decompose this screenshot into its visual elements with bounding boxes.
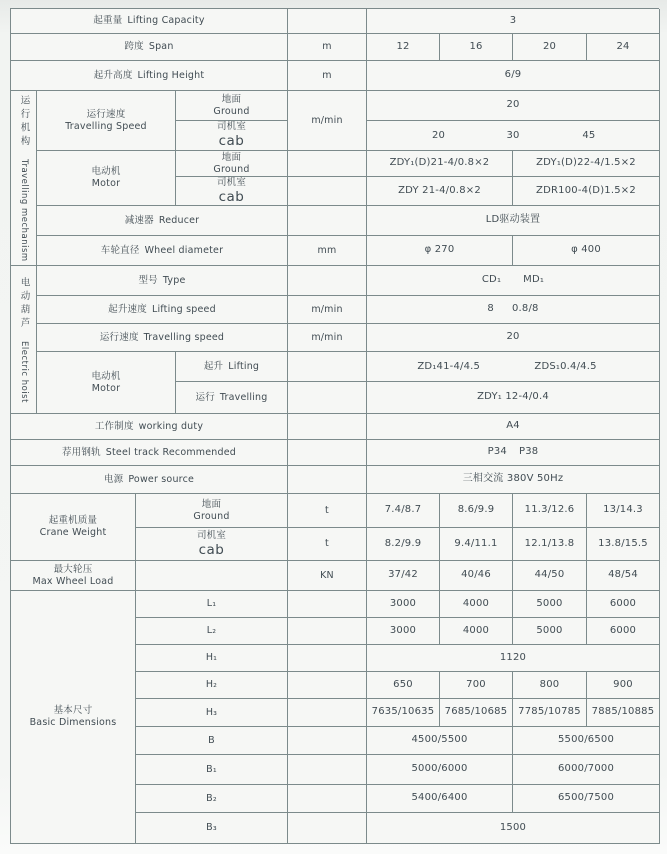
- dim-b-unit: [288, 727, 367, 755]
- dim-b3-label: B₃: [136, 813, 288, 844]
- motor-cab-label: [176, 177, 288, 206]
- hoist-motor-travelling-unit: [288, 382, 367, 414]
- dim-l2-label: L₂: [136, 618, 288, 645]
- working-duty-label: [11, 414, 288, 440]
- hoist-travelling-speed-label-cn: 运行速度: [99, 331, 139, 343]
- dim-b1-label: B₁: [136, 755, 288, 785]
- travelling-motor-label: [37, 151, 176, 206]
- dim-h2-label: H₂: [136, 672, 288, 699]
- hoist-motor-lifting-values: [367, 352, 660, 382]
- dim-b2-label: B₂: [136, 785, 288, 813]
- speed-cab-label: [176, 121, 288, 151]
- speed-cab-value-2: 30: [506, 129, 520, 141]
- travelling-motor-label-en: Motor: [91, 178, 121, 189]
- lifting-height-unit: m: [288, 61, 367, 91]
- span-value-20: 20: [513, 34, 587, 61]
- dim-h2-unit: [288, 672, 367, 699]
- hoist-lifting-speed-label-cn: 起升速度: [108, 303, 147, 315]
- speed-cab-label-cn: 司机室: [216, 121, 247, 133]
- dim-l1-1: 3000: [367, 591, 440, 618]
- dim-b1-left: 5000/6000: [367, 755, 513, 785]
- crane-weight-cab-3: 12.1/13.8: [513, 528, 587, 561]
- section-electric-hoist-en: Electric hoist: [18, 340, 29, 403]
- dim-h1-value: 1120: [367, 645, 660, 672]
- dim-l1-unit: [288, 591, 367, 618]
- hoist-type-label-cn: 型号: [138, 274, 158, 286]
- crane-weight-label-cn: 起重机质量: [48, 515, 98, 527]
- speed-cab-values: [367, 121, 660, 151]
- dim-h1-label: H₁: [136, 645, 288, 672]
- crane-weight-ground-1: 7.4/8.7: [367, 494, 440, 528]
- dim-h2-4: 900: [587, 672, 660, 699]
- hoist-motor-lifting-label-cn: 起升: [203, 360, 224, 372]
- hoist-travelling-speed-unit: m/min: [288, 324, 367, 352]
- dim-l2-unit: [288, 618, 367, 645]
- dim-l2-3: 5000: [513, 618, 587, 645]
- crane-weight-ground-4: 13/14.3: [587, 494, 660, 528]
- hoist-travelling-speed-label: [37, 324, 288, 352]
- steel-track-label-cn: 荐用钢轨: [61, 446, 101, 458]
- hoist-lifting-speed-b: 0.8/8: [511, 303, 539, 315]
- wheel-diameter-left: φ 270: [367, 236, 513, 266]
- steel-track-label-en: Steel track Recommended: [105, 446, 237, 458]
- dim-b3-unit: [288, 813, 367, 844]
- dim-l2-4: 6000: [587, 618, 660, 645]
- wheel-diameter-label: [37, 236, 288, 266]
- section-travelling-mechanism: [11, 91, 37, 266]
- hoist-motor-lifting-b: ZDS₁0.4/4.5: [534, 360, 597, 372]
- basic-dimensions-label-en: Basic Dimensions: [29, 717, 117, 728]
- speed-cab-value-3: 45: [582, 129, 596, 141]
- span-label-en: Span: [148, 41, 174, 53]
- crane-weight-cab-unit: t: [288, 528, 367, 561]
- steel-track-unit: [288, 440, 367, 466]
- capacity-label-cn: 起重量: [93, 15, 123, 27]
- power-source-label-en: Power source: [128, 473, 195, 485]
- crane-weight-ground-3: 11.3/12.6: [513, 494, 587, 528]
- dim-h2-2: 700: [440, 672, 513, 699]
- hoist-type-values: [367, 266, 660, 296]
- hoist-motor-label: [37, 352, 176, 414]
- hoist-lifting-speed-label-en: Lifting speed: [151, 303, 216, 315]
- hoist-motor-lifting-a: ZD₁41-4/4.5: [417, 360, 481, 372]
- crane-weight-cab-label-cn: 司机室: [196, 529, 227, 541]
- max-wheel-load-4: 48/54: [587, 561, 660, 591]
- basic-dimensions-label: [11, 591, 136, 844]
- reducer-label-en: Reducer: [158, 214, 200, 226]
- hoist-motor-travelling-label-en: Travelling: [219, 391, 268, 403]
- max-wheel-load-sub-empty: [136, 561, 288, 591]
- dim-l1-3: 5000: [513, 591, 587, 618]
- working-duty-unit: [288, 414, 367, 440]
- motor-ground-unit: [288, 151, 367, 177]
- dim-h2-3: 800: [513, 672, 587, 699]
- hoist-lifting-speed-unit: m/min: [288, 296, 367, 324]
- motor-ground-label-en: Ground: [213, 163, 250, 175]
- lifting-height-label-cn: 起升高度: [93, 69, 133, 81]
- dim-b2-right: 6500/7500: [513, 785, 660, 813]
- dim-h3-label: H₃: [136, 699, 288, 727]
- speed-cab-value-1: 20: [431, 129, 446, 141]
- dim-h3-3: 7785/10785: [513, 699, 587, 727]
- steel-track-label: [11, 440, 288, 466]
- spec-table: [10, 8, 659, 844]
- hoist-motor-label-en: Motor: [91, 382, 121, 394]
- travelling-speed-unit: m/min: [288, 91, 367, 151]
- steel-track-values: [367, 440, 660, 466]
- dim-b-label: B: [136, 727, 288, 755]
- dim-l2-1: 3000: [367, 618, 440, 645]
- span-label: [11, 34, 288, 61]
- motor-cab-unit: [288, 177, 367, 206]
- dim-h1-unit: [288, 645, 367, 672]
- crane-weight-cab-4: 13.8/15.5: [587, 528, 660, 561]
- working-duty-label-en: working duty: [138, 420, 204, 432]
- motor-ground-label-cn: 地面: [221, 151, 242, 163]
- lifting-height-label: [11, 61, 288, 91]
- motor-ground-label: [176, 151, 288, 177]
- dim-b1-right: 6000/7000: [513, 755, 660, 785]
- crane-weight-ground-label: [136, 494, 288, 528]
- dim-h3-4: 7885/10885: [587, 699, 660, 727]
- section-electric-hoist-cn: 电动葫芦: [18, 276, 30, 331]
- dim-h2-1: 650: [367, 672, 440, 699]
- wheel-diameter-unit: mm: [288, 236, 367, 266]
- max-wheel-load-label-en: Max Wheel Load: [32, 575, 114, 587]
- hoist-motor-travelling-label: [176, 382, 288, 414]
- dim-l1-2: 4000: [440, 591, 513, 618]
- power-source-unit: [288, 466, 367, 494]
- hoist-lifting-speed-label: [37, 296, 288, 324]
- motor-ground-value-right: ZDY₁(D)22-4/1.5×2: [513, 151, 660, 177]
- reducer-label: [37, 206, 288, 236]
- span-value-16: 16: [440, 34, 513, 61]
- reducer-value: LD驱动装置: [367, 206, 660, 236]
- section-travelling-mechanism-en: Travelling mechanism: [18, 158, 29, 262]
- max-wheel-load-1: 37/42: [367, 561, 440, 591]
- hoist-type-label-en: Type: [162, 274, 186, 286]
- crane-weight-ground-unit: t: [288, 494, 367, 528]
- section-electric-hoist: [11, 266, 37, 414]
- span-value-12: 12: [367, 34, 440, 61]
- motor-ground-value-left: ZDY₁(D)21-4/0.8×2: [367, 151, 513, 177]
- capacity-label-en: Lifting Capacity: [127, 15, 205, 27]
- hoist-motor-label-cn: 电动机: [91, 370, 121, 382]
- crane-weight-ground-label-cn: 地面: [201, 498, 222, 510]
- max-wheel-load-label-cn: 最大轮压: [53, 563, 93, 575]
- crane-weight-label: [11, 494, 136, 561]
- hoist-travelling-speed-value: 20: [367, 324, 660, 352]
- dim-h3-unit: [288, 699, 367, 727]
- travelling-speed-label: [37, 91, 176, 151]
- crane-weight-ground-label-en: Ground: [193, 510, 230, 522]
- span-label-cn: 跨度: [124, 41, 144, 53]
- crane-weight-cab-label-en: cab: [198, 541, 225, 558]
- dim-l1-label: L₁: [136, 591, 288, 618]
- capacity-value: 3: [367, 9, 660, 34]
- section-travelling-mechanism-cn: 运行机构: [18, 94, 30, 149]
- dim-h3-2: 7685/10685: [440, 699, 513, 727]
- dim-b-left: 4500/5500: [367, 727, 513, 755]
- span-value-24: 24: [587, 34, 660, 61]
- motor-cab-value-left: ZDY 21-4/0.8×2: [367, 177, 513, 206]
- hoist-type-value-b: MD₁: [523, 274, 545, 286]
- lifting-height-label-en: Lifting Height: [137, 69, 205, 81]
- steel-track-value-b: P38: [519, 446, 539, 458]
- reducer-label-cn: 减速器: [124, 214, 154, 226]
- hoist-motor-lifting-unit: [288, 352, 367, 382]
- crane-weight-cab-1: 8.2/9.9: [367, 528, 440, 561]
- travelling-motor-label-cn: 电动机: [91, 166, 121, 178]
- speed-ground-label-en: Ground: [213, 105, 250, 117]
- wheel-diameter-label-cn: 车轮直径: [100, 244, 140, 256]
- lifting-height-value: 6/9: [367, 61, 660, 91]
- dim-b2-unit: [288, 785, 367, 813]
- dim-h3-1: 7635/10635: [367, 699, 440, 727]
- power-source-value: 三相交流 380V 50Hz: [367, 466, 660, 494]
- crane-weight-label-en: Crane Weight: [39, 527, 107, 538]
- speed-ground-value: 20: [367, 91, 660, 121]
- travelling-speed-label-en: Travelling Speed: [65, 120, 147, 132]
- basic-dimensions-label-cn: 基本尺寸: [53, 705, 93, 717]
- max-wheel-load-label: [11, 561, 136, 591]
- crane-weight-cab-2: 9.4/11.1: [440, 528, 513, 561]
- power-source-label: [11, 466, 288, 494]
- speed-ground-label-cn: 地面: [221, 93, 242, 105]
- crane-weight-cab-label: [136, 528, 288, 561]
- power-source-label-cn: 电源: [103, 473, 124, 485]
- hoist-type-value-a: CD₁: [481, 274, 502, 286]
- motor-cab-label-cn: 司机室: [216, 176, 247, 188]
- hoist-type-label: [37, 266, 288, 296]
- span-unit: m: [288, 34, 367, 61]
- wheel-diameter-label-en: Wheel diameter: [144, 244, 224, 256]
- working-duty-value: A4: [367, 414, 660, 440]
- dim-b3-value: 1500: [367, 813, 660, 844]
- speed-ground-label: [176, 91, 288, 121]
- dim-b1-unit: [288, 755, 367, 785]
- capacity-label: [11, 9, 288, 34]
- travelling-speed-label-cn: 运行速度: [86, 108, 126, 120]
- max-wheel-load-3: 44/50: [513, 561, 587, 591]
- motor-cab-value-right: ZDR100-4(D)1.5×2: [513, 177, 660, 206]
- hoist-lifting-speed-values: [367, 296, 660, 324]
- motor-cab-label-en: cab: [218, 188, 245, 205]
- working-duty-label-cn: 工作制度: [94, 420, 134, 432]
- crane-weight-ground-2: 8.6/9.9: [440, 494, 513, 528]
- dim-b-right: 5500/6500: [513, 727, 660, 755]
- hoist-motor-travelling-label-cn: 运行: [195, 391, 215, 403]
- hoist-motor-lifting-label-en: Lifting: [228, 360, 260, 372]
- max-wheel-load-unit: KN: [288, 561, 367, 591]
- hoist-lifting-speed-a: 8: [487, 303, 494, 315]
- steel-track-value-a: P34: [487, 446, 507, 458]
- hoist-type-unit: [288, 266, 367, 296]
- hoist-motor-travelling-value: ZDY₁ 12-4/0.4: [367, 382, 660, 414]
- dim-l2-2: 4000: [440, 618, 513, 645]
- hoist-motor-lifting-label: [176, 352, 288, 382]
- reducer-unit: [288, 206, 367, 236]
- wheel-diameter-right: φ 400: [513, 236, 660, 266]
- dim-b2-left: 5400/6400: [367, 785, 513, 813]
- dim-l1-4: 6000: [587, 591, 660, 618]
- capacity-unit: [288, 9, 367, 34]
- hoist-travelling-speed-label-en: Travelling speed: [143, 331, 225, 343]
- speed-cab-label-en: cab: [218, 133, 245, 149]
- max-wheel-load-2: 40/46: [440, 561, 513, 591]
